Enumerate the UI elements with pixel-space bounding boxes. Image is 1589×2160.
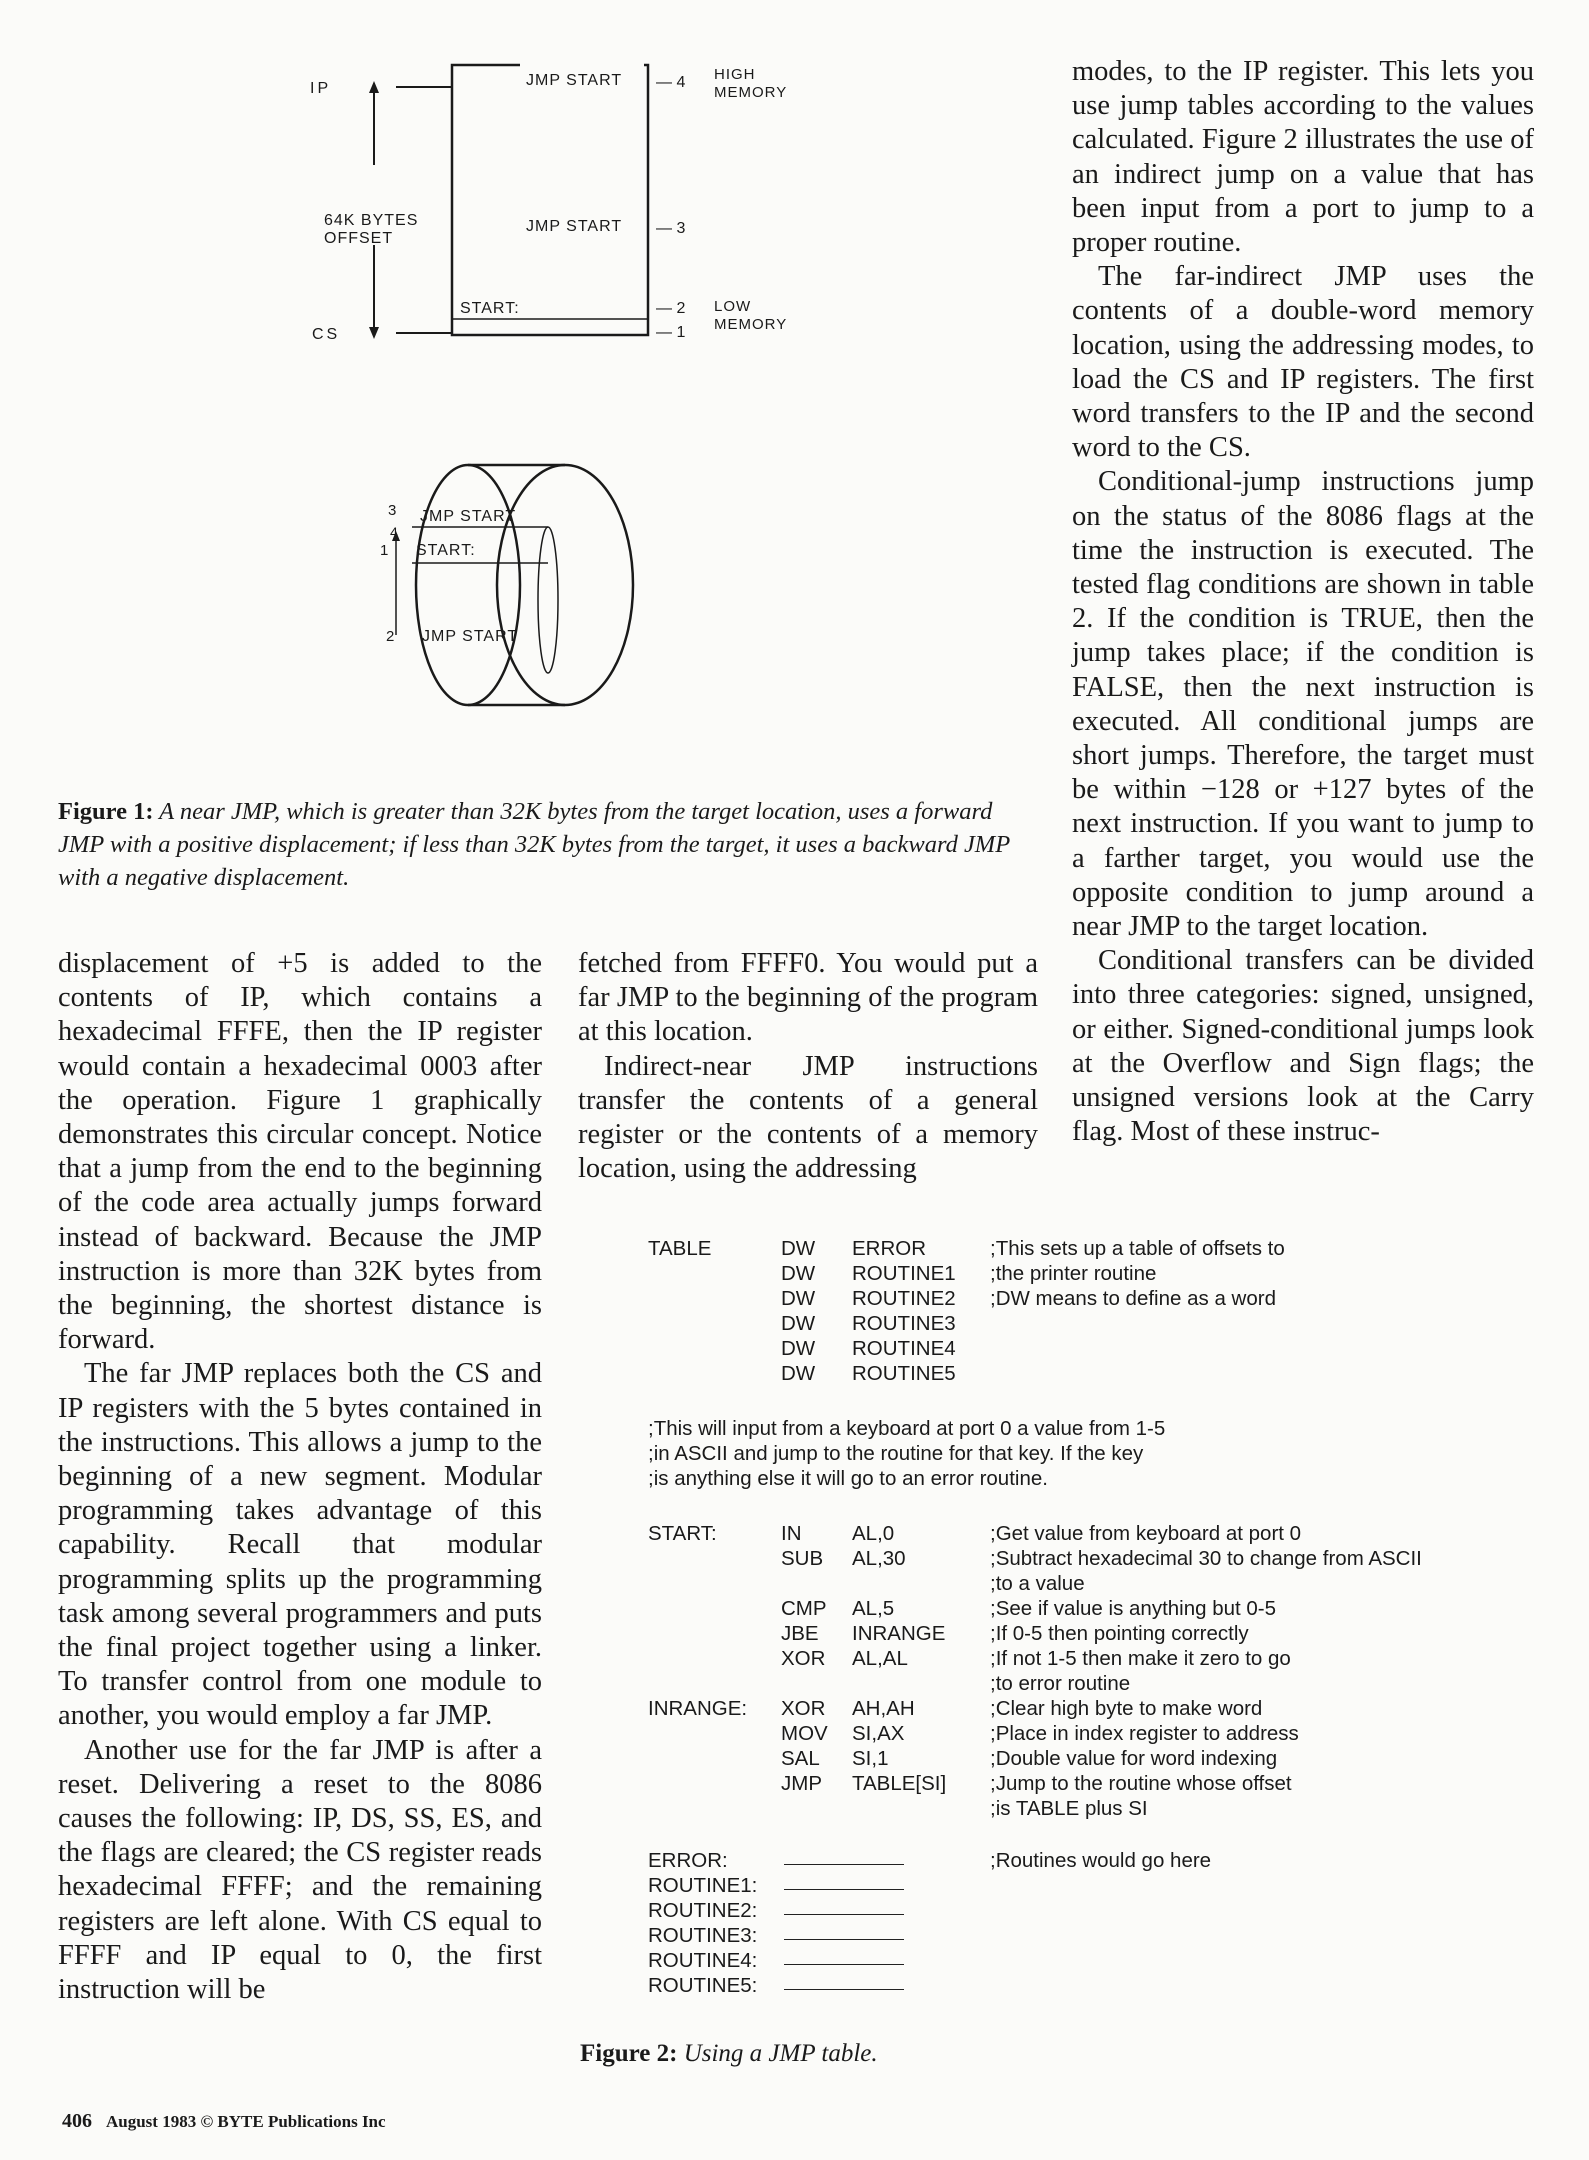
code-op: DW bbox=[781, 1237, 816, 1260]
code-comment: ;Jump to the routine whose offset bbox=[990, 1772, 1292, 1795]
arrow-up-icon bbox=[369, 81, 379, 93]
routine-blank-line bbox=[784, 1914, 904, 1915]
routine-label: ROUTINE4: bbox=[648, 1949, 758, 1972]
cylinder-label-top: JMP START bbox=[420, 508, 517, 525]
code-op: DW bbox=[781, 1312, 816, 1335]
routine-label: ROUTINE2: bbox=[648, 1899, 758, 1922]
paragraph: displacement of +5 is added to the contents of IP, which contains a hexadecimal FFFE, then the IP register would contain a hexadecimal 0003 after the operation. Figure 1 graphically demonstrates this circular concept. Notice that a jump from the end to the beginning of the code area actually jumps forward instead of backward. Because the JMP instruction is more than 32K bytes from the beginning, the shortest distance is forward. bbox=[58, 948, 542, 1356]
code-comment: ;If 0-5 then pointing correctly bbox=[990, 1622, 1249, 1645]
low-memory-label-1: LOW bbox=[714, 298, 752, 315]
memory-row-2-text: START: bbox=[460, 300, 520, 317]
offset-label-line2: OFFSET bbox=[324, 230, 394, 247]
memory-row-3-text: JMP START bbox=[526, 218, 623, 235]
code-comment: ;If not 1-5 then make it zero to go bbox=[990, 1647, 1291, 1670]
paragraph: Conditional-jump instructions jump on the status of the 8086 flags at the time the instruction is executed. The tested flag conditions are shown in table 2. If the condition is TRUE, then the jump takes place; if the condition is FALSE, then the next instruction is executed. All conditional jumps are short jumps. Therefore, the target must be within −128 or +127 bytes of the next instruction. If you want to jump to a farther target, you would use the opposite condition to jump around a near JMP to the target location. bbox=[1072, 466, 1534, 943]
publication-line: August 1983 © BYTE Publications Inc bbox=[106, 2112, 386, 2131]
code-op: JMP bbox=[781, 1772, 822, 1795]
paragraph: fetched from FFFF0. You would put a far JMP to the beginning of the program at this location. bbox=[578, 948, 1038, 1048]
routine-label: ROUTINE3: bbox=[648, 1924, 758, 1947]
code-op: DW bbox=[781, 1337, 816, 1360]
routine-blank-line bbox=[784, 1864, 904, 1865]
code-op: DW bbox=[781, 1262, 816, 1285]
code-op: JBE bbox=[781, 1622, 819, 1645]
routine-blank-line bbox=[784, 1939, 904, 1940]
routine-blank-line bbox=[784, 1889, 904, 1890]
cylinder-label-mid: START: bbox=[416, 542, 476, 559]
code-arg: ROUTINE2 bbox=[852, 1287, 956, 1310]
routine-label: ERROR: bbox=[648, 1849, 728, 1872]
ip-label: IP bbox=[310, 80, 332, 97]
code-comment: ;This sets up a table of offsets to bbox=[990, 1237, 1285, 1260]
code-comment: ;to error routine bbox=[990, 1672, 1131, 1695]
code-arg: AL,30 bbox=[852, 1547, 906, 1570]
address-4: — 4 bbox=[656, 74, 686, 91]
memory-row-4-text: JMP START bbox=[526, 72, 623, 89]
code-comment: ;in ASCII and jump to the routine for that key. If the key bbox=[648, 1442, 1144, 1465]
code-comment: ;the printer routine bbox=[990, 1262, 1157, 1285]
code-op: SUB bbox=[781, 1547, 824, 1570]
code-op: DW bbox=[781, 1362, 816, 1385]
code-arg: TABLE[SI] bbox=[852, 1772, 947, 1795]
code-op: MOV bbox=[781, 1722, 828, 1745]
code-op: XOR bbox=[781, 1697, 826, 1720]
figure-1-diagram bbox=[300, 55, 860, 715]
code-arg: AL,AL bbox=[852, 1647, 908, 1670]
code-arg: ERROR bbox=[852, 1237, 927, 1260]
low-memory-label-2: MEMORY bbox=[714, 316, 788, 333]
code-comment: ;This will input from a keyboard at port 0 a value from 1-5 bbox=[648, 1417, 1166, 1440]
cylinder-num-1: 1 bbox=[380, 542, 389, 559]
high-memory-label-2: MEMORY bbox=[714, 84, 788, 101]
code-comment: ;Place in index register to address bbox=[990, 1722, 1299, 1745]
paragraph: Another use for the far JMP is after a reset. Delivering a reset to the 8086 causes the following: IP, DS, SS, ES, and the flags are cleared; the CS register reads hexadecimal FFFF; and the remaining registers are left alone. With CS equal to FFFF and IP equal to 0, the first instruction will be bbox=[58, 1734, 542, 2006]
code-arg: SI,1 bbox=[852, 1747, 889, 1770]
code-comment: ;DW means to define as a word bbox=[990, 1287, 1276, 1310]
text-column-3 bbox=[1072, 55, 1534, 1150]
address-1: — 1 bbox=[656, 324, 686, 341]
code-label: START: bbox=[648, 1522, 717, 1545]
offset-label-line1: 64K BYTES bbox=[324, 212, 419, 229]
code-op: DW bbox=[781, 1287, 816, 1310]
routine-label: ROUTINE1: bbox=[648, 1874, 758, 1897]
figure-1-caption-label: Figure 1: bbox=[58, 798, 154, 825]
paragraph: modes, to the IP register. This lets you use jump tables according to the values calculated. Figure 2 illustrates the use of an indirect jump on a value that has been input from a port to jump to a proper routine. bbox=[1072, 56, 1534, 259]
code-comment: ;Get value from keyboard at port 0 bbox=[990, 1522, 1302, 1545]
code-comment: ;See if value is anything but 0-5 bbox=[990, 1597, 1277, 1620]
code-op: SAL bbox=[781, 1747, 820, 1770]
code-comment: ;is anything else it will go to an error routine. bbox=[648, 1467, 1048, 1490]
code-arg: AH,AH bbox=[852, 1697, 915, 1720]
cylinder-num-4: 4 bbox=[390, 524, 398, 540]
address-2: — 2 bbox=[656, 300, 686, 317]
paragraph: Conditional transfers can be divided into three categories: signed, unsigned, or either. Signed-conditional jumps look at the Overflow and Sign flags; the unsigned versions look at the Carry flag. Most of these instruc- bbox=[1072, 945, 1534, 1148]
code-arg: INRANGE bbox=[852, 1622, 946, 1645]
code-arg: AL,5 bbox=[852, 1597, 895, 1620]
paragraph: The far-indirect JMP uses the contents of a double-word memory location, using the addressing modes, to load the CS and IP registers. The first word transfers to the IP and the second word to the CS. bbox=[1072, 261, 1534, 464]
cs-label: CS bbox=[312, 326, 341, 343]
code-op: IN bbox=[781, 1522, 802, 1545]
code-op: CMP bbox=[781, 1597, 827, 1620]
code-arg: SI,AX bbox=[852, 1722, 905, 1745]
figure-2-caption-text: Using a JMP table. bbox=[677, 2040, 878, 2067]
cylinder-label-bottom: JMP START bbox=[422, 628, 519, 645]
code-comment: ;Subtract hexadecimal 30 to change from ASCII bbox=[990, 1547, 1422, 1570]
paragraph: The far JMP replaces both the CS and IP registers with the 5 bytes contained in the instructions. This allows a jump to the beginning of a new segment. Modular programming takes advantage of this capability. Recall that modular programming splits up the programming task among several programmers and puts the final project together using a linker. To transfer control from one module to another, you would employ a far JMP. bbox=[58, 1358, 542, 1732]
code-comment: ;to a value bbox=[990, 1572, 1085, 1595]
code-comment: ;Clear high byte to make word bbox=[990, 1697, 1263, 1720]
code-comment: ;Double value for word indexing bbox=[990, 1747, 1278, 1770]
text-column-2 bbox=[578, 947, 1038, 1186]
code-op: XOR bbox=[781, 1647, 826, 1670]
high-memory-label-1: HIGH bbox=[714, 66, 756, 83]
figure-2-caption bbox=[580, 2040, 878, 2068]
code-arg: ROUTINE5 bbox=[852, 1362, 956, 1385]
figure-1-caption bbox=[58, 795, 1038, 894]
paragraph: Indirect-near JMP instructions transfer the contents of a general register or the contents of a memory location, using the addressing bbox=[578, 1050, 1038, 1185]
figure-1 bbox=[300, 55, 860, 715]
text-column-1 bbox=[58, 947, 542, 2007]
routine-blank-line bbox=[784, 1989, 904, 1990]
routine-blank-line bbox=[784, 1964, 904, 1965]
code-arg: ROUTINE4 bbox=[852, 1337, 956, 1360]
memory-cylinder bbox=[412, 465, 633, 705]
address-3: — 3 bbox=[656, 220, 686, 237]
code-comment: ;is TABLE plus SI bbox=[990, 1797, 1148, 1820]
memory-box bbox=[452, 65, 648, 335]
code-comment: ;Routines would go here bbox=[990, 1849, 1212, 1872]
cylinder-num-3: 3 bbox=[388, 502, 397, 519]
page-footer bbox=[62, 2110, 386, 2133]
routine-label: ROUTINE5: bbox=[648, 1974, 758, 1997]
code-arg: ROUTINE3 bbox=[852, 1312, 956, 1335]
code-arg: ROUTINE1 bbox=[852, 1262, 956, 1285]
page-number: 406 bbox=[62, 2110, 92, 2132]
code-label: INRANGE: bbox=[648, 1697, 748, 1720]
figure-1-caption-text: A near JMP, which is greater than 32K bytes from the target location, uses a forward JMP with a positive displacement; if less than 32K bytes from the target, it uses a backward JMP with a negative displacement. bbox=[58, 798, 1010, 891]
arrow-down-icon bbox=[369, 327, 379, 339]
cylinder-num-2: 2 bbox=[386, 628, 395, 645]
code-label: TABLE bbox=[648, 1237, 712, 1260]
code-arg: AL,0 bbox=[852, 1522, 895, 1545]
figure-2-caption-label: Figure 2: bbox=[580, 2040, 678, 2067]
